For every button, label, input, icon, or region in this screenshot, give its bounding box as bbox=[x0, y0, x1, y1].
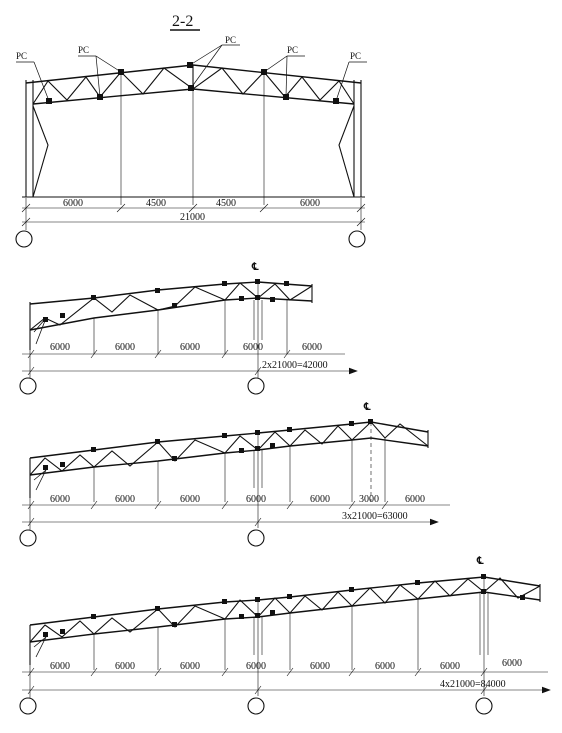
svg-text:6000: 6000 bbox=[375, 661, 395, 672]
svg-text:3000: 3000 bbox=[359, 494, 379, 505]
svg-text:6000: 6000 bbox=[310, 494, 330, 505]
grid-axis-bubble-middle bbox=[248, 698, 264, 714]
grid-axis-bubble-middle bbox=[248, 530, 264, 546]
grid-axis-bubble-left bbox=[20, 698, 36, 714]
grid-axis-bubble-right bbox=[476, 698, 492, 714]
svg-text:PC: PC bbox=[225, 35, 237, 45]
grid-axis-bubble-left bbox=[16, 231, 32, 247]
svg-text:4500: 4500 bbox=[146, 198, 166, 209]
svg-text:6000: 6000 bbox=[50, 342, 70, 353]
svg-text:6000: 6000 bbox=[115, 661, 135, 672]
svg-text:6000: 6000 bbox=[246, 661, 266, 672]
svg-text:6000: 6000 bbox=[180, 342, 200, 353]
top-chord bbox=[30, 282, 312, 304]
svg-text:6000: 6000 bbox=[246, 494, 266, 505]
svg-text:PC: PC bbox=[287, 45, 299, 55]
svg-text:4x21000=84000: 4x21000=84000 bbox=[440, 679, 506, 690]
grid-axis-bubble-left bbox=[20, 530, 36, 546]
svg-text:6000: 6000 bbox=[180, 661, 200, 672]
bottom-chord bbox=[30, 592, 540, 642]
svg-text:6000: 6000 bbox=[310, 661, 330, 672]
svg-text:PC: PC bbox=[78, 45, 90, 55]
section-title: 2-2 bbox=[172, 13, 194, 30]
bottom-chord bbox=[33, 89, 354, 104]
centerline-symbol: ℄ bbox=[477, 556, 484, 567]
grid-axis-bubble-right bbox=[349, 231, 365, 247]
right-column-bracing bbox=[339, 106, 354, 197]
centerline-symbol: ℄ bbox=[364, 402, 371, 413]
bottom-chord bbox=[30, 298, 312, 330]
svg-text:6000: 6000 bbox=[300, 198, 320, 209]
svg-text:2x21000=42000: 2x21000=42000 bbox=[262, 360, 328, 371]
svg-text:6000: 6000 bbox=[440, 661, 460, 672]
svg-text:6000: 6000 bbox=[115, 342, 135, 353]
svg-text:6000: 6000 bbox=[180, 494, 200, 505]
svg-text:PC: PC bbox=[16, 51, 28, 61]
section-3-half-truss bbox=[20, 402, 450, 546]
node-markers bbox=[43, 574, 525, 637]
svg-text:21000: 21000 bbox=[180, 212, 205, 223]
svg-text:6000: 6000 bbox=[502, 658, 522, 669]
bottom-chord bbox=[30, 438, 428, 475]
svg-text:6000: 6000 bbox=[405, 494, 425, 505]
section-1-portal-frame bbox=[16, 13, 367, 247]
left-column-bracing bbox=[33, 106, 48, 197]
svg-text:4500: 4500 bbox=[216, 198, 236, 209]
svg-text:PC: PC bbox=[350, 51, 362, 61]
svg-text:6000: 6000 bbox=[115, 494, 135, 505]
svg-text:6000: 6000 bbox=[302, 342, 322, 353]
pc-labels bbox=[16, 35, 361, 61]
grid-axis-bubble-left bbox=[20, 378, 36, 394]
section-3-dimension-text bbox=[50, 494, 425, 522]
top-chord bbox=[30, 577, 540, 625]
svg-text:6000: 6000 bbox=[63, 198, 83, 209]
svg-text:6000: 6000 bbox=[50, 494, 70, 505]
section-4-dimension-text bbox=[50, 658, 522, 690]
svg-text:6000: 6000 bbox=[243, 342, 263, 353]
truss-web-members bbox=[30, 283, 312, 330]
section-1-grid-lines bbox=[121, 72, 264, 205]
centerline-symbol: ℄ bbox=[252, 262, 259, 273]
section-2-dimension-text bbox=[50, 342, 328, 371]
brace-detail bbox=[34, 637, 46, 657]
section-2-half-truss bbox=[20, 262, 357, 394]
section-4-half-truss bbox=[20, 556, 550, 714]
section-1-dimension-text bbox=[63, 198, 320, 223]
brace-detail bbox=[34, 470, 46, 490]
svg-text:3x21000=63000: 3x21000=63000 bbox=[342, 511, 408, 522]
node-markers bbox=[43, 279, 289, 322]
svg-text:6000: 6000 bbox=[50, 661, 70, 672]
grid-axis-bubble-middle bbox=[248, 378, 264, 394]
